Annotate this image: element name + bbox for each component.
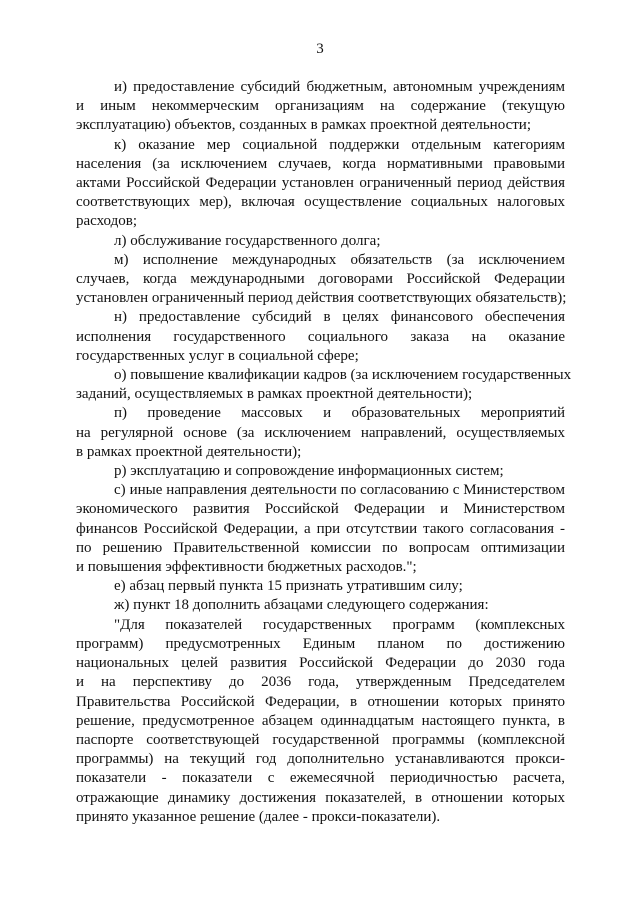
text-line: по решению Правительственной комиссии по вопросам оптимизации xyxy=(76,539,565,556)
text-line: н) предоставление субсидий в целях финансового обеспечения xyxy=(114,309,565,326)
text-line: к) оказание мер социальной поддержки отдельным категориям xyxy=(114,136,565,153)
text-line: национальных целей развития Российской Федерации до 2030 года xyxy=(76,655,565,672)
text-line: "Для показателей государственных программ (комплексных xyxy=(114,616,565,633)
text-line: финансов Российской Федерации, а при отсутствии такого согласования - xyxy=(76,520,565,537)
text-line: эксплуатацию) объектов, созданных в рамках проектной деятельности; xyxy=(76,117,531,134)
text-line: показатели - показатели с ежемесячной периодичностью расчета, xyxy=(76,770,565,787)
text-line: м) исполнение международных обязательств (за исключением xyxy=(114,251,565,268)
text-line: случаев, когда международными договорами Российской Федерации xyxy=(76,271,565,288)
document-body xyxy=(76,78,572,827)
paragraph-m xyxy=(76,251,565,309)
text-line: о) повышение квалификации кадров (за исключением государственных xyxy=(114,367,572,384)
paragraph-n xyxy=(76,308,565,366)
text-line: паспорте соответствующей государственной программы (комплексной xyxy=(76,731,565,748)
text-line: и иным некоммерческим организациям на содержание (текущую xyxy=(76,98,565,115)
text-line: актами Российской Федерации установлен ограниченный период действия xyxy=(76,175,565,192)
paragraph-s xyxy=(76,481,565,577)
text-line: населения (за исключением случаев, когда нормативными правовыми xyxy=(76,155,565,172)
text-line: и повышения эффективности бюджетных расходов."; xyxy=(76,559,417,576)
paragraph-l xyxy=(76,232,565,251)
text-line: отражающие динамику достижения показателей, в отношении которых xyxy=(76,789,565,806)
text-line: на регулярной основе (за исключением направлений, осуществляемых xyxy=(76,424,565,441)
text-line: программ) предусмотренных Единым планом по достижению xyxy=(76,635,565,652)
paragraph-o xyxy=(76,366,572,404)
text-line: с) иные направления деятельности по согласованию с Министерством xyxy=(114,482,565,499)
paragraph-zh xyxy=(76,596,565,615)
text-line: е) абзац первый пункта 15 признать утратившим силу; xyxy=(114,578,463,595)
paragraph-quote xyxy=(76,616,565,827)
text-line: исполнения государственного социального заказа на оказание xyxy=(76,328,565,345)
page-number: 3 xyxy=(316,41,324,57)
text-line: л) обслуживание государственного долга; xyxy=(114,232,381,249)
text-line: в рамках проектной деятельности); xyxy=(76,443,302,460)
text-line: п) проведение массовых и образовательных мероприятий xyxy=(114,405,565,422)
text-line: установлен ограниченный период действия соответствующих обязательств); xyxy=(76,290,567,307)
text-line: принято указанное решение (далее - прокси-показатели). xyxy=(76,808,441,825)
text-line: заданий, осуществляемых в рамках проектной деятельности); xyxy=(76,386,473,403)
text-line: решение, предусмотренное абзацем одиннадцатым настоящего пункта, в xyxy=(76,712,565,729)
text-line: Правительства Российской Федерации, в отношении которых принято xyxy=(76,693,565,710)
text-line: расходов; xyxy=(76,213,137,230)
text-line: и) предоставление субсидий бюджетным, автономным учреждениям xyxy=(114,79,565,95)
paragraph-p xyxy=(76,404,565,462)
text-line: ж) пункт 18 дополнить абзацами следующего содержания: xyxy=(114,597,489,614)
paragraph-k xyxy=(76,136,565,232)
text-line: программы) на текущий год дополнительно устанавливаются прокси- xyxy=(76,751,565,768)
text-line: р) эксплуатацию и сопровождение информационных систем; xyxy=(114,463,504,480)
text-line: экономического развития Российской Федерации и Министерством xyxy=(76,501,565,518)
text-line: государственных услуг в социальной сфере; xyxy=(76,347,359,364)
paragraph-i xyxy=(76,78,565,136)
text-line: соответствующих мер), включая осуществление социальных налоговых xyxy=(76,194,565,211)
paragraph-r xyxy=(76,462,565,481)
paragraph-e xyxy=(76,577,565,596)
text-line: и на перспективу до 2036 года, утвержденным Председателем xyxy=(76,674,565,691)
